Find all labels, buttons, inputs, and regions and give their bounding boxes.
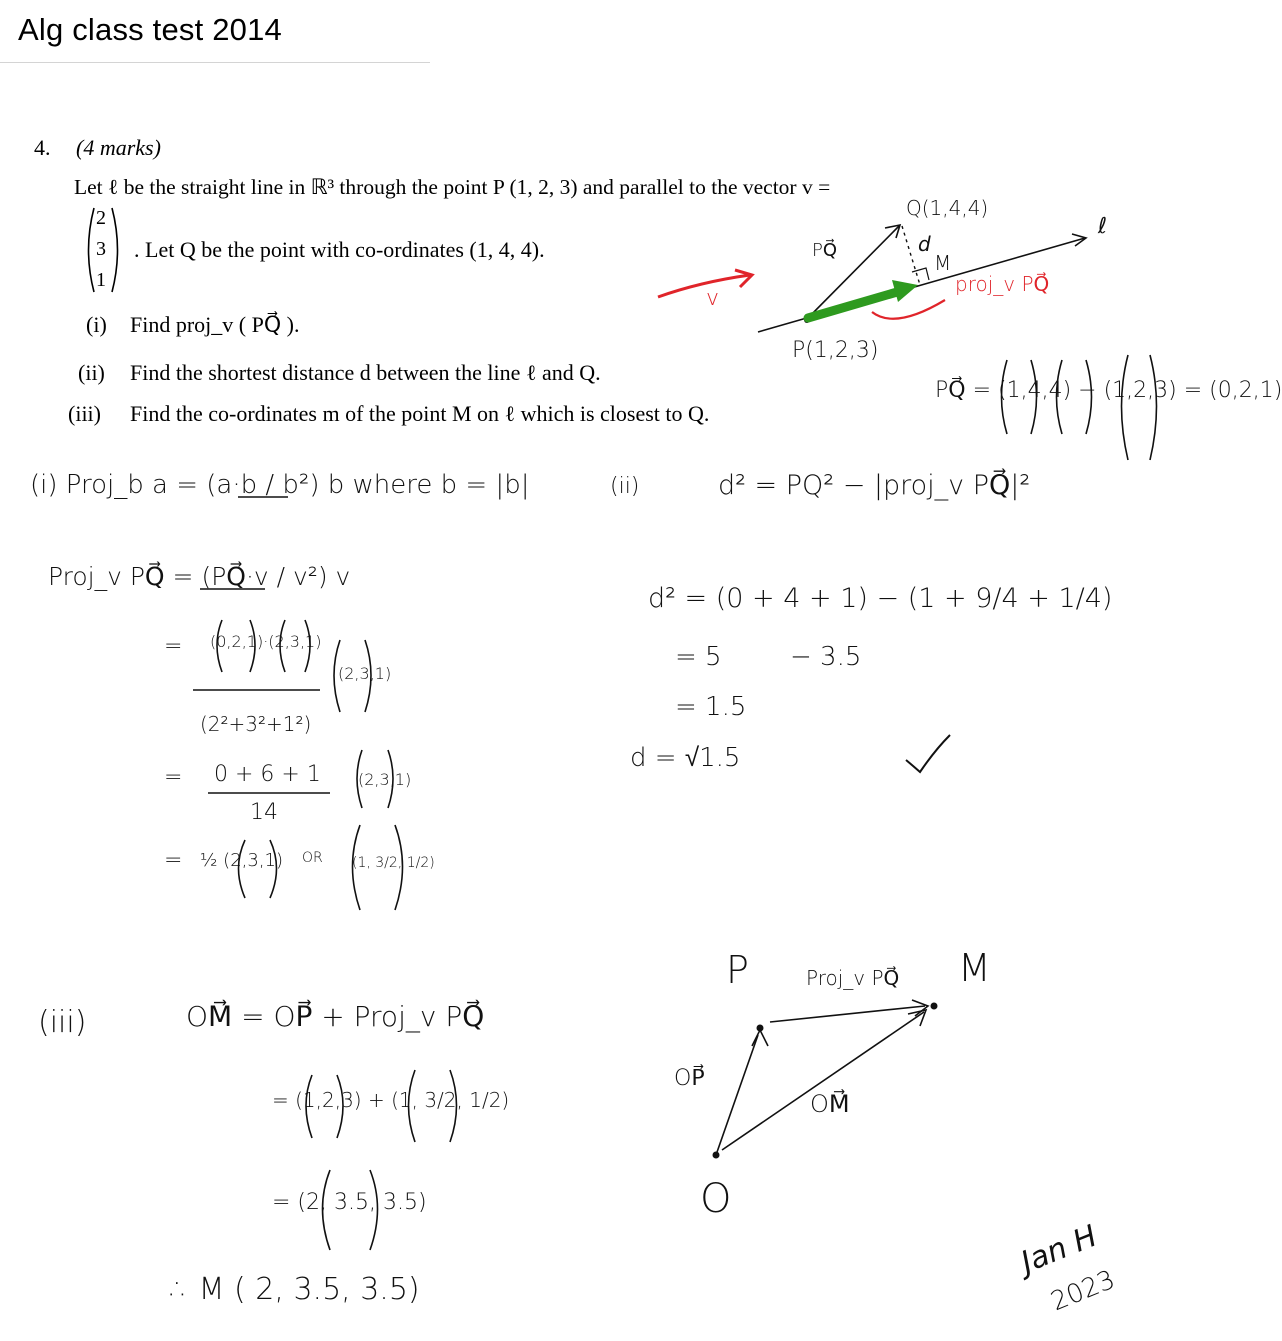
sol-i-equals-2: = — [164, 634, 183, 659]
red-v-arrow — [658, 275, 750, 297]
sol-i-step4-b: (1, 3/2, 1/2) — [352, 855, 435, 871]
sol-i-step1: Proj_v PQ⃗ = (PQ⃗·v / v²) v — [48, 562, 351, 591]
vector-v-x: 2 — [96, 207, 106, 229]
sol-i-step3-vec: (2,3,1) — [358, 770, 412, 789]
diagram-v-label: v — [706, 286, 720, 311]
sol-iii-line1: OM⃗ = OP⃗ + Proj_v PQ⃗ — [186, 1000, 485, 1033]
page-title: Alg class test 2014 — [18, 12, 283, 47]
pq-vector-equation: PQ⃗ = (1,4,4) − (1,2,3) = (0,2,1) — [935, 378, 1282, 403]
sol-ii-line3b: − 3.5 — [790, 642, 862, 672]
sol-i-equals-4: = — [164, 848, 183, 873]
diagram-l-label: ℓ — [1098, 214, 1108, 239]
part-iii-label: (iii) — [68, 401, 101, 426]
sol-ii-line3a: = 5 — [675, 642, 722, 672]
diagram2-proj-label: Proj_v PQ⃗ — [806, 966, 900, 990]
diagram-q-label: Q(1,4,4) — [906, 196, 989, 220]
om-vector — [722, 1012, 924, 1150]
sol-iii-line2: = (1,2,3) + (1, 3/2, 1/2) — [272, 1088, 510, 1112]
sol-ii-line4: = 1.5 — [675, 692, 747, 722]
sol-i-step4-a: ½ (2,3,1) — [200, 850, 284, 871]
question-number: 4. — [34, 135, 51, 160]
part-i-label: (i) — [86, 312, 107, 337]
part-i-text: Find proj_v ( PQ⃗ ). — [130, 312, 300, 337]
sol-i-step2-vec: (2,3,1) — [338, 664, 392, 683]
diagram-d-label: d — [918, 232, 931, 256]
sol-i-equals-3: = — [164, 765, 183, 790]
diagram-proj-label: proj_v PQ⃗ — [955, 272, 1050, 296]
part-ii-text: Find the shortest distance d between the line ℓ and Q. — [130, 360, 601, 385]
op-vector — [716, 1035, 758, 1155]
proj-vector — [770, 1006, 925, 1022]
sol-iii-conclusion: ∴ M ( 2, 3.5, 3.5) — [170, 1272, 420, 1307]
signature-name: Jan H — [1016, 1218, 1103, 1281]
sol-ii-line2: d² = (0 + 4 + 1) − (1 + 9/4 + 1/4) — [648, 583, 1113, 614]
vector-v-y: 3 — [96, 238, 106, 260]
point-m-dot — [931, 1003, 938, 1010]
diagram2-o-label: O — [700, 1176, 732, 1222]
red-proj-bracket — [872, 300, 945, 319]
diagram2-op-label: OP⃗ — [674, 1066, 705, 1091]
question-line-1: Let ℓ be the straight line in ℝ³ through the point P (1, 2, 3) and parallel to the vector v = — [74, 175, 831, 199]
sol-i-step2-den: (2²+3²+1²) — [200, 712, 312, 736]
sol-ii-line5: d = √1.5 — [630, 743, 741, 773]
sol-i-step4-or: OR — [302, 850, 323, 866]
part-iii-text: Find the co-ordinates m of the point M on ℓ which is closest to Q. — [130, 401, 710, 426]
question-line-2: . Let Q be the point with co-ordinates (1, 4, 4). — [134, 237, 545, 262]
diagram2-om-label: OM⃗ — [810, 1090, 850, 1118]
vector-v-z: 1 — [96, 269, 106, 291]
question-marks: (4 marks) — [76, 135, 161, 160]
sol-iii-line3: = (2, 3.5, 3.5) — [272, 1190, 427, 1215]
diagram2-m-label: M — [958, 946, 991, 990]
sol-ii-check: ✓ — [960, 735, 961, 736]
sol-ii-label: (ii) — [610, 474, 640, 499]
sol-i-step2-num: (0,2,1)·(2,3,1) — [210, 632, 322, 651]
signature-year: 2023 — [1046, 1264, 1120, 1318]
part-ii-label: (ii) — [78, 360, 105, 385]
diagram-pq-label: PQ⃗ — [812, 240, 838, 261]
sol-i-step3-den: 14 — [250, 800, 278, 825]
sol-iii-label: (iii) — [38, 1005, 87, 1040]
sol-ii-line1: d² = PQ² − |proj_v PQ⃗|² — [718, 470, 1031, 501]
sol-i-step3-num: 0 + 6 + 1 — [214, 762, 321, 787]
diagram2-p-label: P — [726, 948, 749, 992]
diagram-m-label: M — [934, 251, 952, 275]
sol-i-formula: (i) Proj_b a = (a·b / b²) b where b = |b| — [30, 470, 530, 500]
diagram-p-label: P(1,2,3) — [792, 338, 879, 363]
